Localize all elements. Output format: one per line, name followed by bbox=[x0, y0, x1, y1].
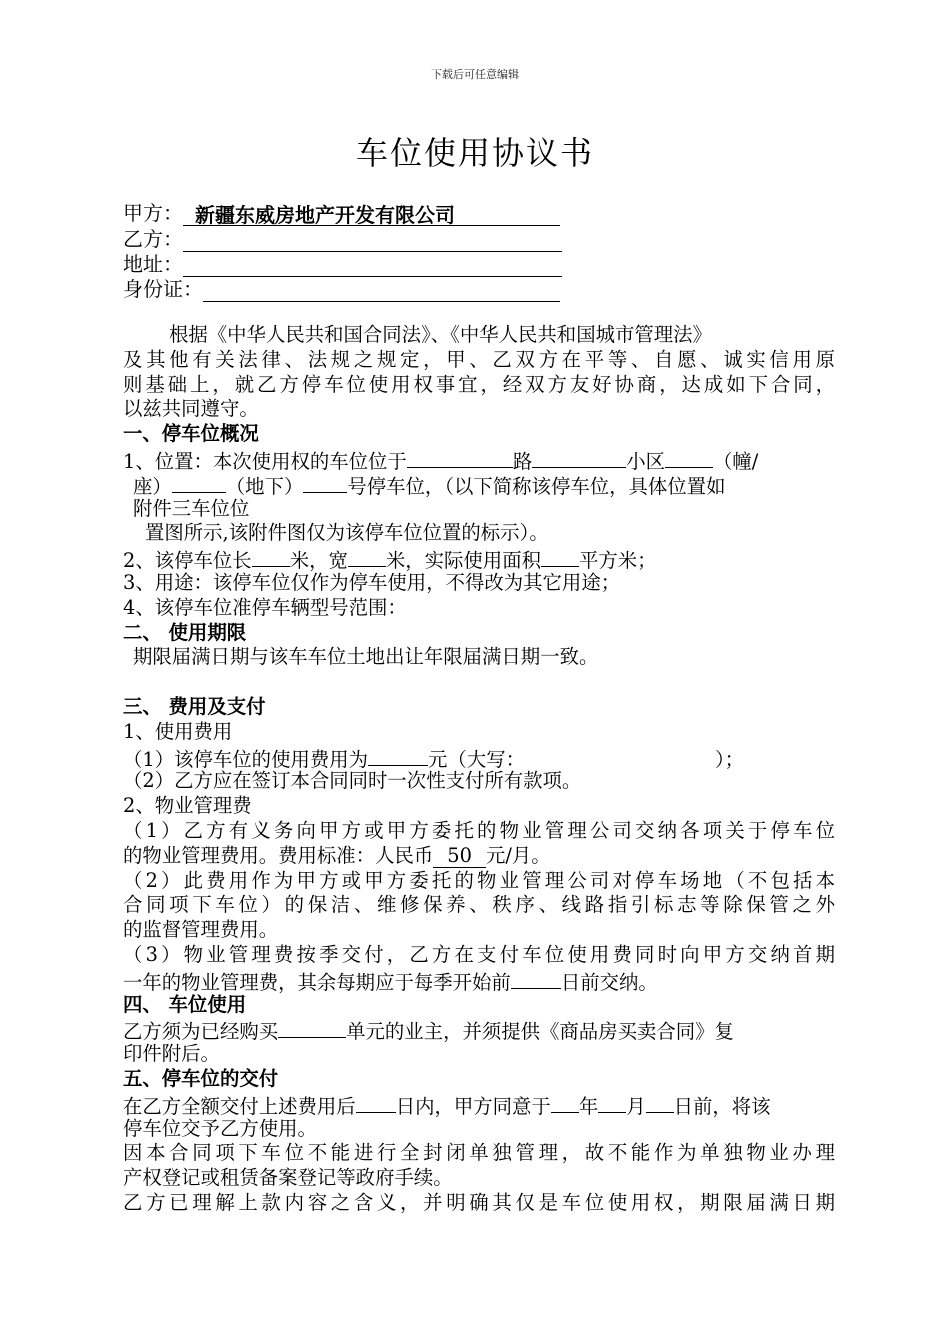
s5-line: 停车位交予乙方使用。 bbox=[123, 1116, 317, 1140]
page-title: 车位使用协议书 bbox=[355, 134, 594, 172]
contract-body bbox=[123, 323, 835, 1216]
section-4-heading: 四、 车位使用 bbox=[123, 992, 247, 1016]
community-blank bbox=[532, 447, 626, 468]
download-note: 下载后可任意编辑 bbox=[431, 68, 519, 81]
s1-line: 附件三车位位 bbox=[133, 496, 250, 520]
s1-line: 置图所示,该附件图仅为该停车位位置的标示）。 bbox=[145, 521, 549, 545]
id-label: 身份证： bbox=[123, 277, 203, 301]
s3-line: （2）乙方应在签订本合同同时一次性支付所有款项。 bbox=[123, 769, 582, 793]
id-row bbox=[123, 277, 560, 302]
section-3-heading: 三、 费用及支付 bbox=[123, 694, 266, 718]
unit-blank bbox=[278, 1017, 346, 1038]
s3-fee-line: （1）该停车位的使用费用为 元（大写： ）； bbox=[123, 745, 835, 770]
road-blank bbox=[407, 447, 513, 468]
intro-line: 则基础上，就乙方停车位使用权事宜，经双方友好协商，达成如下合同， bbox=[123, 372, 835, 396]
s3-line: （2）此费用作为甲方或甲方委托的物业管理公司对停车场地（不包括本 bbox=[123, 868, 835, 892]
address-row bbox=[123, 252, 562, 277]
address-blank bbox=[183, 254, 562, 277]
s1-line: 3、用途：该停车位仅作为停车使用，不得改为其它用途； bbox=[123, 570, 621, 594]
intro-line: 以兹共同遵守。 bbox=[123, 397, 259, 421]
party-b-label: 乙方： bbox=[123, 227, 183, 251]
width-blank bbox=[348, 546, 386, 567]
seat-blank bbox=[172, 472, 226, 493]
s3-line: （1）乙方有义务向甲方或甲方委托的物业管理公司交纳各项关于停车位 bbox=[123, 818, 835, 842]
party-b-blank bbox=[183, 229, 562, 252]
s3-line: 2、物业管理费 bbox=[123, 794, 252, 818]
blank-line bbox=[123, 670, 835, 695]
party-a-value: 新疆东威房地产开发有限公司 bbox=[183, 203, 560, 226]
s5-line: 产权登记或租赁备案登记等政府手续。 bbox=[123, 1166, 453, 1190]
days-blank bbox=[511, 968, 561, 989]
intro-line: 及其他有关法律、法规之规定，甲、乙双方在平等、自愿、诚实信用原 bbox=[123, 347, 835, 371]
delivery-days-blank bbox=[356, 1092, 396, 1113]
length-blank bbox=[252, 546, 290, 567]
s1-location-line-2: 座） （地下） 号停车位，（以下简称该停车位，具体位置如 bbox=[123, 472, 835, 497]
s3-pay-line: 一年的物业管理费，其余每期应于每季开始前 日前交纳。 bbox=[123, 968, 835, 993]
s3-line: 1、使用费用 bbox=[123, 719, 233, 743]
s1-location-line: 1、位置：本次使用权的车位位于 路 小区 （幢/ bbox=[123, 447, 835, 472]
party-b-row bbox=[123, 227, 562, 252]
area-blank bbox=[541, 546, 579, 567]
s2-line: 期限届满日期与该车车位土地出让年限届满日期一致。 bbox=[133, 645, 599, 669]
s3-standard-line: 的物业管理费用。费用标准：人民币 50 元/月。 bbox=[123, 843, 551, 867]
intro-line: 根据《中华人民共和国合同法》、《中华人民共和国城市管理法》 bbox=[169, 323, 712, 346]
fee-blank bbox=[368, 745, 428, 766]
s3-line: （3）物业管理费按季交付，乙方在支付车位使用费同时向甲方交纳首期 bbox=[123, 942, 835, 966]
space-number-blank bbox=[303, 472, 347, 493]
s5-line: 因本合同项下车位不能进行全封闭单独管理，故不能作为单独物业办理 bbox=[123, 1141, 835, 1165]
fee-standard-value: 50 bbox=[433, 844, 486, 868]
s3-line: 合同项下车位）的保洁、维修保养、秩序、线路指引标志等除保管之外 bbox=[123, 893, 835, 917]
year-blank bbox=[551, 1092, 579, 1113]
month-blank bbox=[598, 1092, 626, 1113]
s4-line: 印件附后。 bbox=[123, 1042, 220, 1066]
address-label: 地址： bbox=[123, 252, 183, 276]
s4-line: 乙方须为已经购买 单元的业主，并须提供《商品房买卖合同》复 bbox=[123, 1017, 835, 1042]
section-1-heading: 一、停车位概况 bbox=[123, 422, 259, 446]
building-blank bbox=[665, 447, 713, 468]
s1-size-line: 2、该停车位长 米，宽 米，实际使用面积 平方米； bbox=[123, 546, 835, 571]
s5-line: 乙方已理解上款内容之含义，并明确其仅是车位使用权，期限届满日期 bbox=[123, 1190, 835, 1214]
s5-delivery-line: 在乙方全额交付上述费用后 日内，甲方同意于 年 月 日前，将该 bbox=[123, 1092, 835, 1117]
section-2-heading: 二、 使用期限 bbox=[123, 620, 247, 644]
section-5-heading: 五、停车位的交付 bbox=[123, 1066, 279, 1090]
day-blank bbox=[646, 1092, 674, 1113]
s3-line: 的监督管理费用。 bbox=[123, 918, 279, 942]
s1-line: 4、该停车位准停车辆型号范围： bbox=[123, 595, 407, 619]
party-a-label: 甲方： bbox=[123, 201, 183, 225]
id-blank bbox=[203, 279, 560, 302]
party-a-row bbox=[123, 201, 560, 226]
